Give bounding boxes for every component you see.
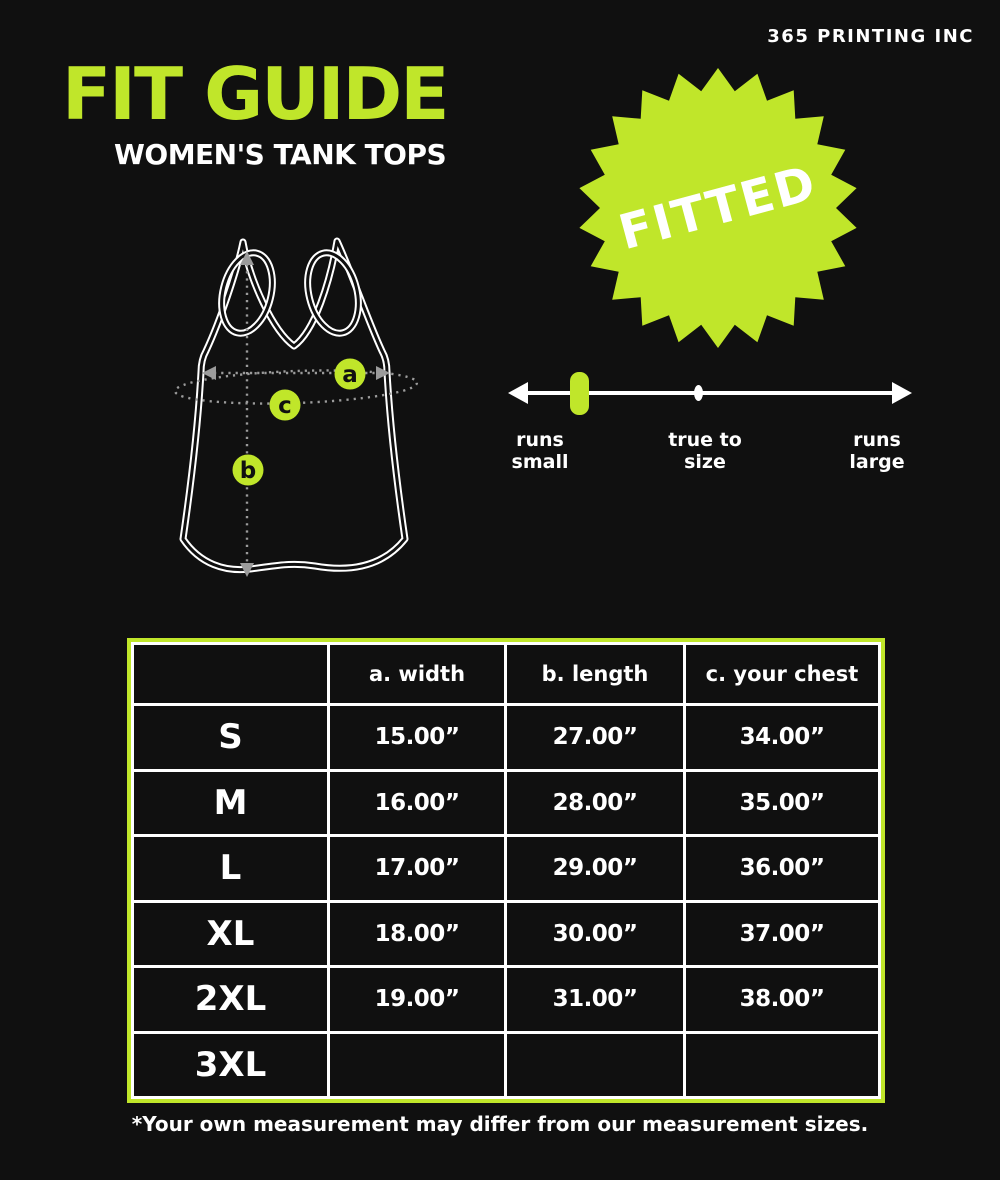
row-2xl-length: 31.00” — [507, 968, 683, 1031]
fitted-badge — [572, 62, 864, 354]
row-m-length: 28.00” — [507, 772, 683, 835]
center-dot-icon — [694, 385, 703, 401]
row-s-width: 15.00” — [330, 706, 504, 769]
row-m-size: M — [134, 772, 327, 835]
page-subtitle: WOMEN'S TANK TOPS — [114, 138, 447, 171]
row-3xl-width — [330, 1034, 504, 1097]
point-c-label: c — [278, 393, 292, 419]
true-to-size-line2: size — [684, 451, 726, 473]
row-3xl-size: 3XL — [134, 1034, 327, 1097]
row-2xl-size: 2XL — [134, 968, 327, 1031]
row-s-length: 27.00” — [507, 706, 683, 769]
row-xl-width: 18.00” — [330, 903, 504, 966]
footnote: *Your own measurement may differ from our measurement sizes. — [131, 1112, 869, 1136]
true-to-size-line1: true to — [668, 429, 742, 451]
point-a-marker — [335, 359, 366, 390]
row-s-chest: 34.00” — [686, 706, 878, 769]
runs-small-line2: small — [511, 451, 569, 473]
row-2xl-chest: 38.00” — [686, 968, 878, 1031]
table-header-width: a. width — [330, 645, 504, 703]
table-header-length: b. length — [507, 645, 683, 703]
point-a-label: a — [342, 362, 358, 388]
fitted-badge-label: FITTED — [613, 154, 823, 262]
point-b-label: b — [239, 458, 257, 484]
row-xl-length: 30.00” — [507, 903, 683, 966]
row-3xl-length — [507, 1034, 683, 1097]
row-l-size: L — [134, 837, 327, 900]
runs-large-line1: runs — [853, 429, 901, 451]
fit-scale — [500, 366, 920, 476]
table-header-chest: c. your chest — [686, 645, 878, 703]
tank-top-diagram — [140, 226, 450, 592]
scale-label-true-to-size — [652, 429, 758, 473]
size-chart-table — [127, 638, 885, 1103]
row-l-chest: 36.00” — [686, 837, 878, 900]
table-header-cell — [134, 645, 327, 703]
scale-label-runs-small — [500, 429, 580, 473]
row-l-length: 29.00” — [507, 837, 683, 900]
row-m-width: 16.00” — [330, 772, 504, 835]
arrow-right-icon — [892, 382, 912, 404]
row-s-size: S — [134, 706, 327, 769]
runs-large-line2: large — [849, 451, 905, 473]
runs-small-line1: runs — [516, 429, 564, 451]
row-2xl-width: 19.00” — [330, 968, 504, 1031]
scale-label-runs-large — [834, 429, 920, 473]
length-measure-line — [239, 251, 257, 577]
point-c-marker — [270, 390, 301, 421]
point-b-marker — [233, 455, 264, 486]
fit-marker — [570, 372, 589, 415]
row-l-width: 17.00” — [330, 837, 504, 900]
row-3xl-chest — [686, 1034, 878, 1097]
row-xl-size: XL — [134, 903, 327, 966]
row-m-chest: 35.00” — [686, 772, 878, 835]
arrow-left-icon — [508, 382, 528, 404]
page-title: FIT GUIDE — [62, 52, 448, 136]
brand-name: 365 PRINTING INC — [767, 26, 974, 47]
row-xl-chest: 37.00” — [686, 903, 878, 966]
